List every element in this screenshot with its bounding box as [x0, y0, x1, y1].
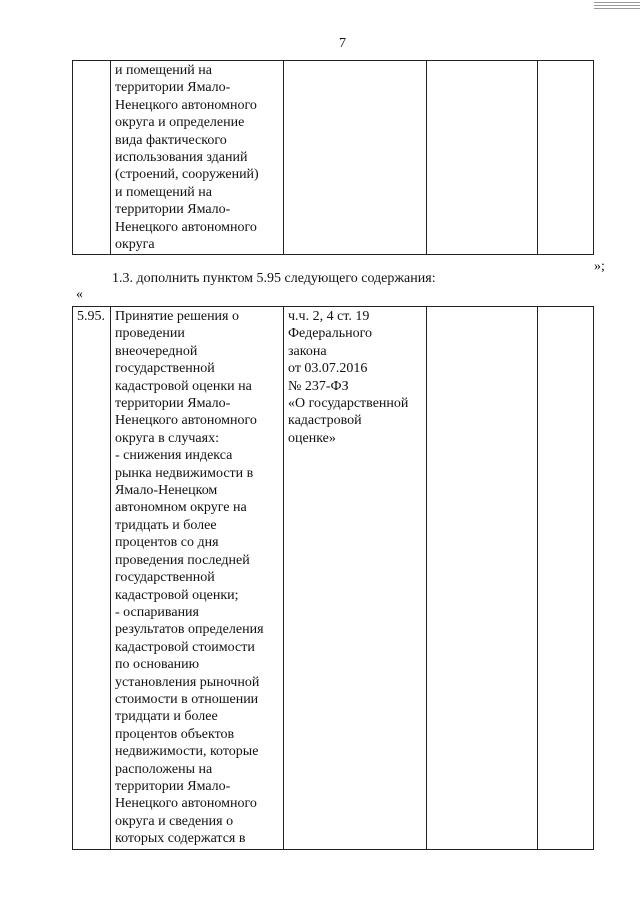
continuation-table: [72, 60, 594, 255]
cell-col5: [538, 61, 594, 255]
cell-name: и помещений на территории Ямало- Ненецкого автономного округа и определение вида фактического использования зданий (строений, сооружений) и помещений на территории Ямало- Ненецкого автономного округа: [111, 61, 284, 255]
cell-number: [73, 61, 111, 255]
table-row: [73, 61, 594, 255]
cell-col4: [427, 307, 538, 850]
cell-number: 5.95.: [73, 307, 111, 850]
cell-basis: [284, 61, 427, 255]
new-item-table: [72, 306, 594, 850]
cell-name: Принятие решения о проведении внеочередной государственной кадастровой оценки на территории Ямало- Ненецкого автономного округа в случаях: - снижения индекса рынка недвижимости в Ямало-Ненецком автономном округе на тридцать и более процентов со дня проведения последней государственной кадастровой оценки; - оспаривания результатов определения кадастровой стоимости по основанию установления рыночной стоимости в отношении тридцати и более процентов объектов недвижимости, которые расположены на территории Ямало- Ненецкого автономного округа и сведения о которых содержатся в: [111, 307, 284, 850]
amendment-text: 1.3. дополнить пунктом 5.95 следующего содержания:: [112, 271, 436, 286]
closing-quote: »;: [594, 259, 605, 274]
corner-scan-mark: [594, 0, 640, 14]
table-row: [73, 307, 594, 850]
page-number: 7: [339, 36, 346, 51]
cell-col4: [427, 61, 538, 255]
cell-col5: [538, 307, 594, 850]
cell-basis: ч.ч. 2, 4 ст. 19 Федерального закона от 03.07.2016 № 237-ФЗ «О государственной кадастровой оценке»: [284, 307, 427, 850]
opening-quote: «: [76, 287, 83, 302]
